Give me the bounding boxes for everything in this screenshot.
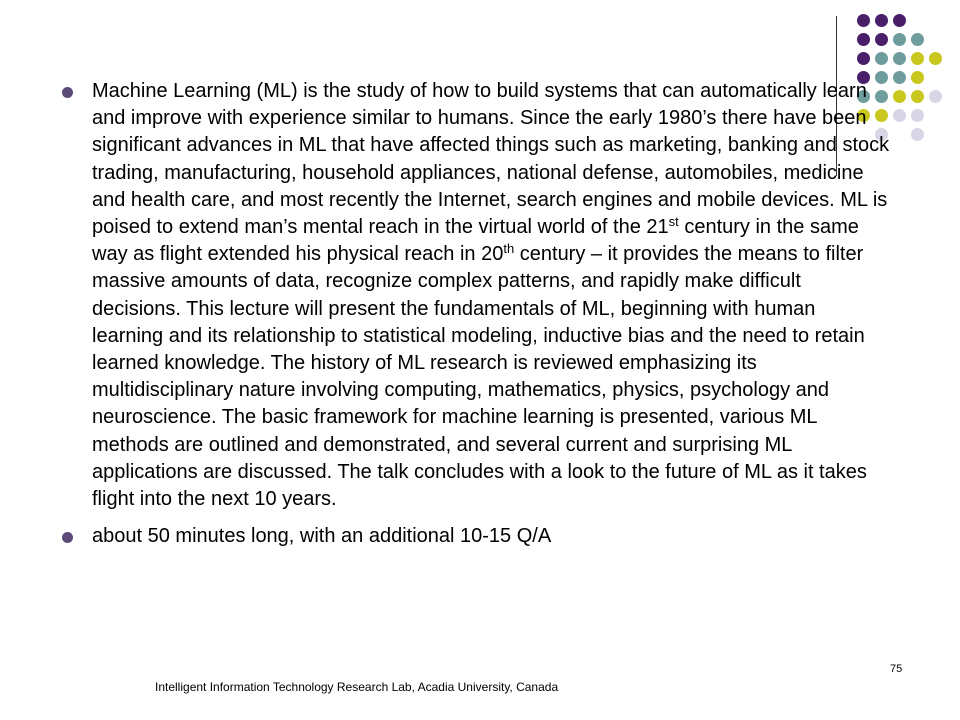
bullet-text-part: century in the same way as flight extended his physical reach in 20 (92, 216, 859, 266)
decorative-dot (893, 90, 906, 103)
bullet-list (60, 78, 890, 550)
bullet-text-part: century – it provides the means to filter massive amounts of data, recognize complex patterns, and rapidly make difficult decisions. This lecture will present the fundamentals of ML, beginning with human learning and its relationship to statistical modeling, inductive bias and the need to retain learned knowledge. The history of ML research is reviewed emphasizing its multidisciplinary nature involving computing, mathematics, physics, psychology and neuroscience. The basic framework for machine learning is presented, various ML methods are outlined and demonstrated, and several current and surprising ML applications are discussed. The talk concludes with a look to the future of ML as it takes flight into the next 10 years. (92, 243, 867, 511)
footer-text: Intelligent Information Technology Research Lab, Acadia University, Canada (155, 680, 559, 694)
bullet-duration (60, 523, 890, 550)
decorative-dot (929, 90, 942, 103)
decorative-dot (911, 109, 924, 122)
bullet-text-part: Machine Learning (ML) is the study of how to build systems that can automatically learn and improve with experience similar to humans. Since the early 1980’s there have been significant advances in ML that have affected things such as marketing, banking and stock trading, manufacturing, household appliances, national defense, automobiles, medicine and health care, and most recently the Internet, search engines and mobile devices. ML is poised to extend man’s mental reach in the virtual world of the 21 (92, 80, 890, 239)
decorative-dot (893, 109, 906, 122)
decorative-dot (875, 52, 888, 65)
decorative-dot (875, 14, 888, 27)
decorative-dot (911, 71, 924, 84)
decorative-dot (911, 33, 924, 46)
decorative-dot (875, 33, 888, 46)
decorative-dot (857, 52, 870, 65)
decorative-dot (911, 52, 924, 65)
decorative-dot (893, 71, 906, 84)
decorative-dot (929, 52, 942, 65)
decorative-dot (911, 128, 924, 141)
decorative-dot (911, 90, 924, 103)
decorative-dot (893, 14, 906, 27)
superscript-th: th (503, 241, 515, 257)
decorative-dot (893, 52, 906, 65)
decorative-dot (893, 33, 906, 46)
page-number: 75 (890, 663, 903, 675)
superscript-st: st (668, 214, 679, 230)
bullet-abstract (60, 78, 890, 513)
decorative-dot (857, 33, 870, 46)
bullet-text: about 50 minutes long, with an additional 10-15 Q/A (92, 525, 552, 548)
decorative-dot (857, 14, 870, 27)
